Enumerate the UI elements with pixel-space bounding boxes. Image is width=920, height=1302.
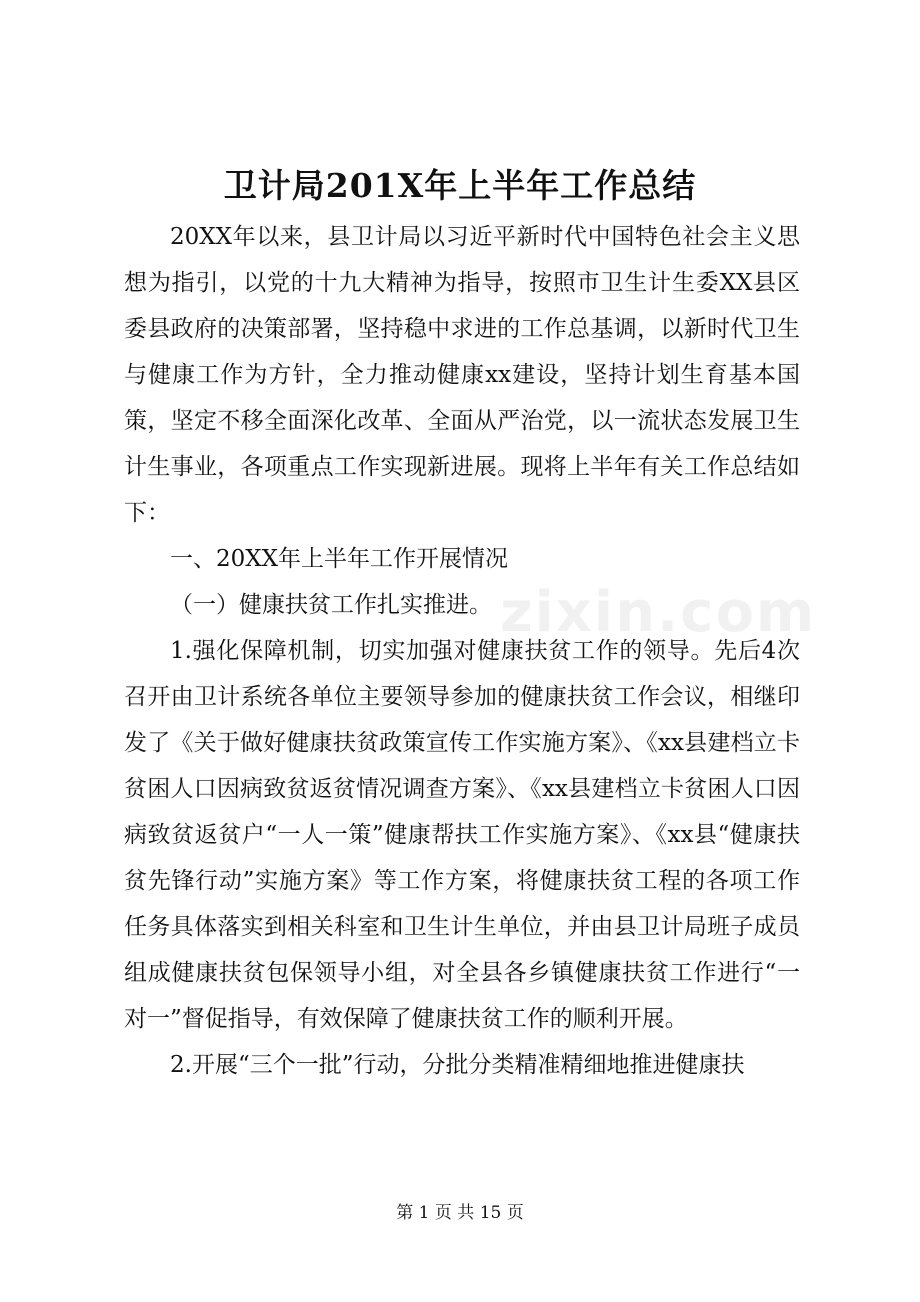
document-title: 卫计局201X年上半年工作总结	[223, 166, 697, 205]
intro-paragraph: 20XX年以来，县卫计局以习近平新时代中国特色社会主义思想为指引，以党的十九大精神为指导，按照市卫生计生委XX县区委县政府的决策部署，坚持稳中求进的工作总基调，以新时代卫生与健康工作为方针，全力推动健康xx建设，坚持计划生育基本国策，坚定不移全面深化改革、全面从严治党，以一流状态发展卫生计生事业，各项重点工作实现新进展。现将上半年有关工作总结如下：	[124, 224, 800, 526]
section-heading-1: 一、20XX年上半年工作开展情况	[170, 546, 509, 572]
page-footer: 第 1 页 共 15 页	[396, 1203, 524, 1223]
watermark-text: zixin.com	[500, 580, 817, 645]
subsection-heading-1: （一）健康扶贫工作扎实推进。	[170, 592, 492, 618]
item-paragraph-2: 2.开展“三个一批”行动，分批分类精准精细地推进健康扶	[170, 1052, 745, 1078]
item-paragraph-1: 1.强化保障机制，切实加强对健康扶贫工作的领导。先后4次召开由卫计系统各单位主要领导参加的健康扶贫工作会议，相继印发了《关于做好健康扶贫政策宣传工作实施方案》、《xx县建档立卡贫困人口因病致贫返贫情况调查方案》、《xx县建档立卡贫困人口因病致贫返贫户“一人一策”健康帮扶工作实施方案》、《xx县“健康扶贫先锋行动”实施方案》等工作方案，将健康扶贫工程的各项工作任务具体落实到相关科室和卫生计生单位，并由县卫计局班子成员组成健康扶贫包保领导小组，对全县各乡镇健康扶贫工作进行“一对一”督促指导，有效保障了健康扶贫工作的顺利开展。	[124, 638, 800, 1032]
document-body	[124, 214, 800, 1088]
